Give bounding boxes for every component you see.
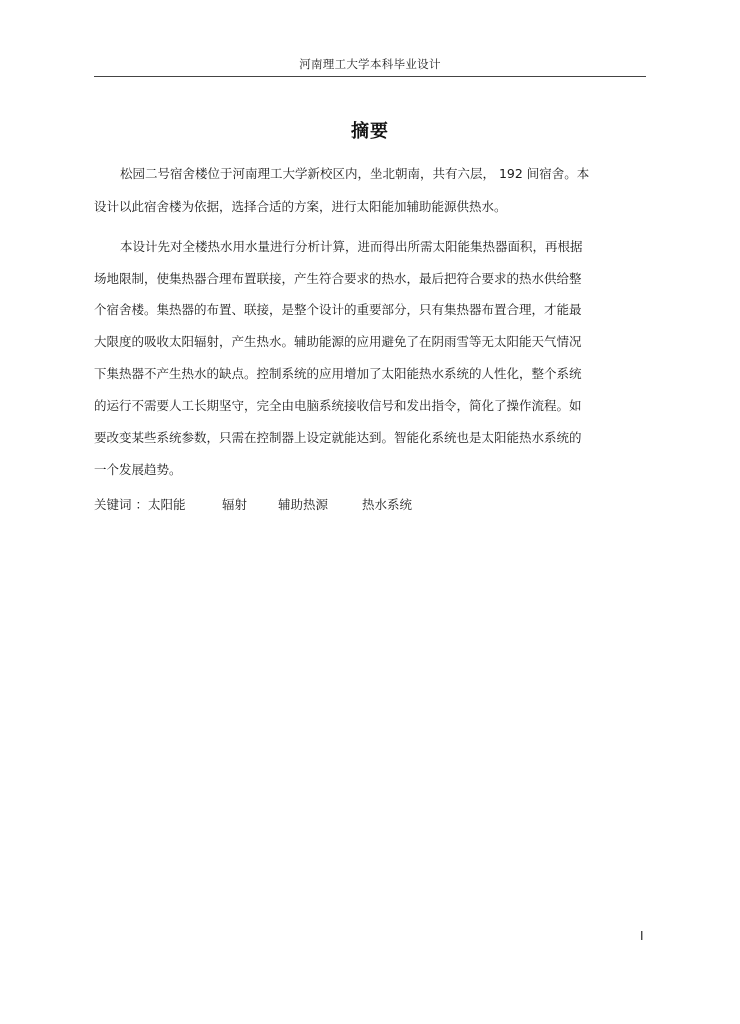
paragraph-line: 大限度的吸收太阳辐射，产生热水。辅助能源的应用避免了在阴雨雪等无太阳能天气情况 (94, 334, 582, 349)
paragraph-line: 场地限制，使集热器合理布置联接，产生符合要求的热水，最后把符合要求的热水供给整 (94, 271, 582, 286)
paragraph-line: 本设计先对全楼热水用水量进行分析计算，进而得出所需太阳能集热器面积，再根据 (120, 239, 583, 254)
keywords-label: 关键词 ： (94, 497, 148, 512)
header-rule (94, 76, 646, 77)
paragraph-line: 个宿舍楼。集热器的布置、联接，是整个设计的重要部分，只有集热器布置合理，才能最 (94, 302, 582, 317)
paragraph-line: 的运行不需要人工长期坚守，完全由电脑系统接收信号和发出指令，简化了操作流程。如 (94, 398, 582, 413)
abstract-title: 摘要 (351, 121, 389, 142)
keyword-item: 太阳能 (148, 497, 186, 512)
page-number: I (640, 929, 644, 943)
paragraph-line: 要改变某些系统参数，只需在控制器上设定就能达到。智能化系统也是太阳能热水系统的 (94, 430, 582, 445)
keyword-item: 热水系统 (362, 497, 413, 512)
page-header: 河南理工大学本科毕业设计 (299, 57, 441, 71)
keyword-item: 辅助热源 (278, 497, 329, 512)
paragraph-line: 松园二号宿舍楼位于河南理工大学新校区内，坐北朝南，共有六层， 192 间宿舍。本 (120, 166, 590, 181)
paragraph-line: 一个发展趋势。 (94, 462, 182, 477)
paragraph-line: 下集热器不产生热水的缺点。控制系统的应用增加了太阳能热水系统的人性化，整个系统 (94, 366, 582, 381)
paragraph-line: 设计以此宿舍楼为依据，选择合适的方案，进行太阳能加辅助能源供热水。 (94, 199, 507, 214)
keyword-item: 辐射 (222, 497, 248, 512)
